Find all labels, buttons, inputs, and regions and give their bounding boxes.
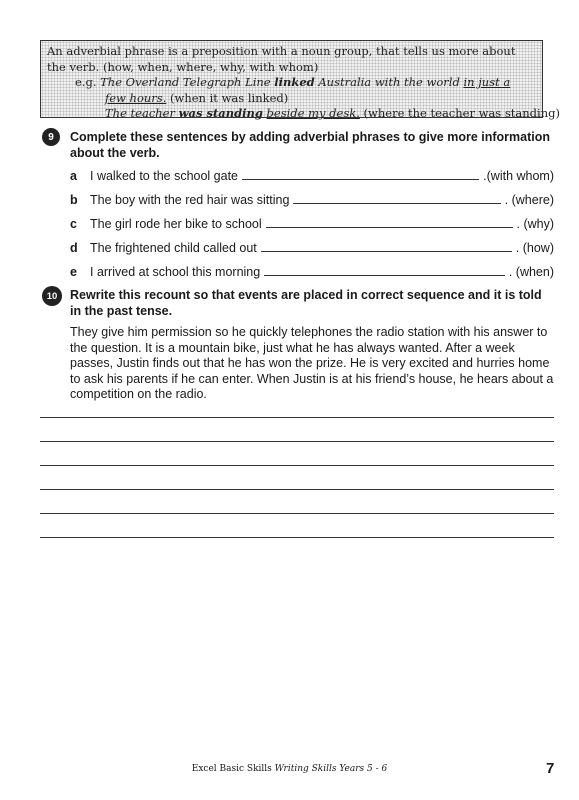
writing-line[interactable] xyxy=(40,513,554,514)
item-stem: I arrived at school this morning xyxy=(90,265,261,279)
item-letter: b xyxy=(70,193,78,207)
example-1-phrase: in just a xyxy=(463,75,511,89)
definition-line-1: An adverbial phrase is a preposition with a noun group, that tells us more about xyxy=(47,44,516,58)
item-stem: The boy with the red hair was sitting xyxy=(90,193,290,207)
item-hint: . (why) xyxy=(516,217,554,231)
recount-passage: They give him permission so he quickly telephones the radio station with his answer to the question. It is a mountain bike, just what he has always wanted. After a week passes, Justin finds out that he has won the prize. He is very excited and hurries home to ask his parents if he can enter. When Justin is at his friend’s house, he hears about a competition on the radio. xyxy=(70,325,554,401)
writing-line[interactable] xyxy=(40,417,554,418)
example-2-pre: The teacher xyxy=(105,106,175,120)
example-1 xyxy=(47,75,536,91)
footer-book-title: Writing Skills Years 5 - 6 xyxy=(274,764,388,774)
example-1-verb: linked xyxy=(274,75,315,89)
definition-line-2: the verb. (how, when, where, why, with whom) xyxy=(47,59,319,74)
answer-blank-e[interactable] xyxy=(264,264,505,276)
example-1-note: (when it was linked) xyxy=(170,90,289,105)
item-letter: d xyxy=(70,241,78,255)
answer-blank-c[interactable] xyxy=(266,216,513,228)
q9-item-b xyxy=(70,192,554,208)
q9-item-c xyxy=(70,216,554,232)
answer-blank-a[interactable] xyxy=(242,168,479,180)
item-hint: .(with whom) xyxy=(483,169,554,183)
writing-line[interactable] xyxy=(40,537,554,538)
example-2-phrase: beside my desk. xyxy=(266,106,360,120)
question-9-instruction: Complete these sentences by adding adverbial phrases to give more information about the verb. xyxy=(70,130,550,160)
example-2 xyxy=(47,106,560,122)
item-stem: The frightened child called out xyxy=(90,241,257,255)
writing-line[interactable] xyxy=(40,441,554,442)
q9-item-a xyxy=(70,168,554,184)
q9-item-d xyxy=(70,240,554,256)
footer-credit xyxy=(0,764,579,774)
example-1-pre: The Overland Telegraph Line xyxy=(100,75,271,89)
item-hint: . (how) xyxy=(515,241,554,255)
answer-blank-b[interactable] xyxy=(293,192,500,204)
example-1-mid: Australia with the world xyxy=(318,75,460,89)
item-letter: e xyxy=(70,265,77,279)
item-letter: a xyxy=(70,169,77,183)
example-2-verb: was standing xyxy=(178,106,263,120)
example-2-note: (where the teacher was standing) xyxy=(363,106,560,120)
adverbial-phrase-info-box xyxy=(40,40,560,120)
item-stem: I walked to the school gate xyxy=(90,169,239,183)
question-10-number: 10 xyxy=(42,286,62,306)
writing-line[interactable] xyxy=(40,465,554,466)
item-hint: . (where) xyxy=(504,193,554,207)
item-stem: The girl rode her bike to school xyxy=(90,217,262,231)
answer-blank-d[interactable] xyxy=(261,240,512,252)
example-prefix: e.g. xyxy=(75,75,97,89)
item-letter: c xyxy=(70,217,77,231)
page-number: 7 xyxy=(546,760,555,777)
example-1-continued xyxy=(47,91,536,107)
question-9-number: 9 xyxy=(42,128,60,146)
writing-line[interactable] xyxy=(40,489,554,490)
q9-item-e xyxy=(70,264,554,280)
question-10-instruction: Rewrite this recount so that events are placed in correct sequence and it is told in the past tense. xyxy=(70,288,542,318)
example-1-phrase-cont: few hours. xyxy=(105,90,167,105)
item-hint: . (when) xyxy=(508,265,554,279)
footer-publisher: Excel Basic Skills xyxy=(191,764,272,774)
